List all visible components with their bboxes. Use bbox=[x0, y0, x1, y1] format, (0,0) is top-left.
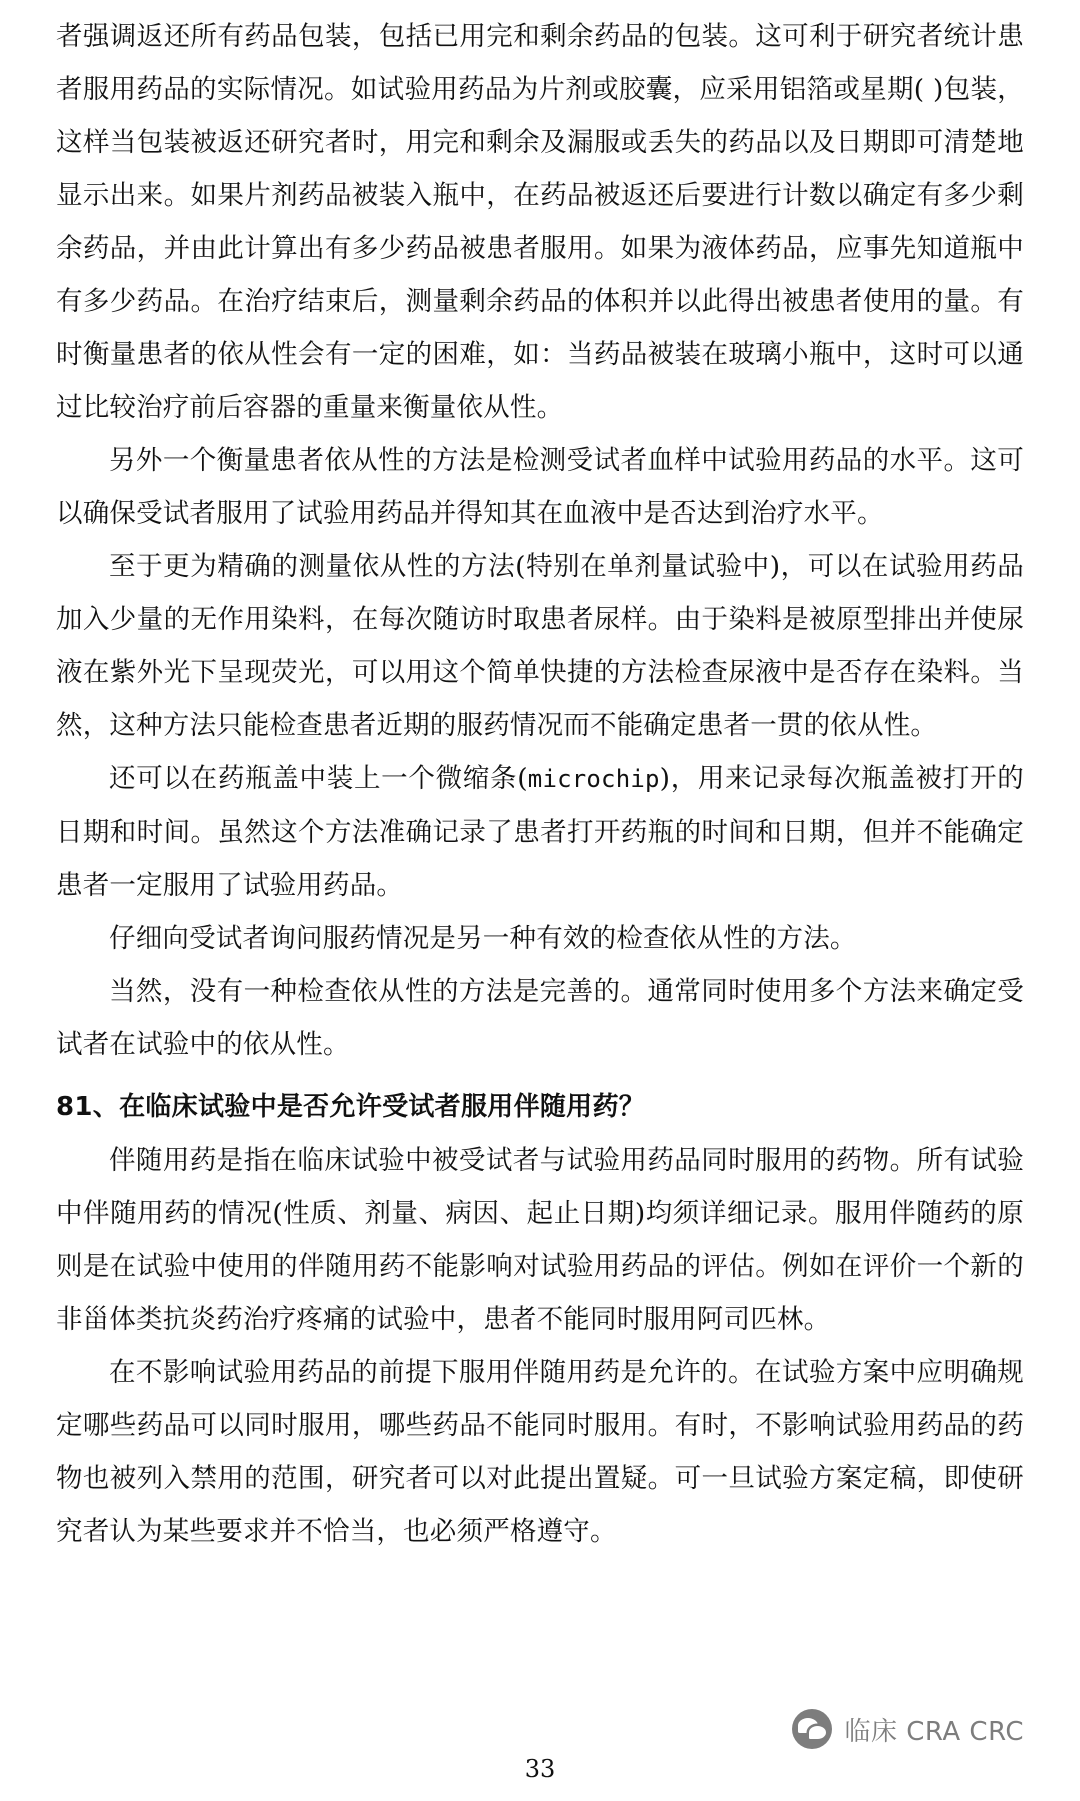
paragraph-continuation: 者强调返还所有药品包装，包括已用完和剩余药品的包装。这可利于研究者统计患者服用药品的实际情况。如试验用药品为片剂或胶囊，应采用铝箔或星期( )包装，这样当包装被返还研究者时，用完和剩余及漏服或丢失的药品以及日期即可清楚地显示出来。如果片剂药品被装入瓶中，在药品被返还后要进行计数以确定有多少剩余药品，并由此计算出有多少药品被患者服用。如果为液体药品，应事先知道瓶中有多少药品。在治疗结束后，测量剩余药品的体积并以此得出被患者使用的量。有时衡量患者的依从性会有一定的困难，如：当药品被装在玻璃小瓶中，这时可以通过比较治疗前后容器的重量来衡量依从性。 bbox=[56, 21, 1024, 423]
paragraph-concomitant-definition: 伴随用药是指在临床试验中被受试者与试验用药品同时服用的药物。所有试验中伴随用药的情况(性质、剂量、病因、起止日期)均须详细记录。服用伴随药的原则是在试验中使用的伴随用药不能影响对试验用药品的评估。例如在评价一个新的非甾体类抗炎药治疗疼痛的试验中，患者不能同时服用阿司匹林。 bbox=[56, 1145, 1024, 1335]
microchip-term: microchip bbox=[527, 765, 660, 793]
paragraph-microchip bbox=[56, 752, 1024, 912]
watermark-label: 临床 CRA CRC bbox=[844, 1716, 1024, 1747]
microchip-text-part-2: )，用来记录每次瓶盖被打开的日期和时间。虽然这个方法准确记录了患者打开药瓶的时间和日期，但并不能确定患者一定服用了试验用药品。 bbox=[56, 763, 1024, 901]
microchip-text-part-1: 还可以在药瓶盖中装上一个微缩条( bbox=[109, 763, 528, 794]
paragraph-dye-method: 至于更为精确的测量依从性的方法(特别在单剂量试验中)，可以在试验用药品加入少量的无作用染料，在每次随访时取患者尿样。由于染料是被原型排出并使尿液在紫外光下呈现荧光，可以用这个简单快捷的方法检查尿液中是否存在染料。当然，这种方法只能检查患者近期的服药情况而不能确定患者一贯的依从性。 bbox=[56, 551, 1024, 741]
paragraph-interview: 仔细向受试者询问服药情况是另一种有效的检查依从性的方法。 bbox=[109, 923, 857, 954]
wechat-icon bbox=[792, 1709, 832, 1749]
paragraph-concomitant-rules: 在不影响试验用药品的前提下服用伴随用药是允许的。在试验方案中应明确规定哪些药品可以同时服用，哪些药品不能同时服用。有时，不影响试验用药品的药物也被列入禁用的范围，研究者可以对此提出置疑。可一旦试验方案定稿，即使研究者认为某些要求并不恰当，也必须严格遵守。 bbox=[56, 1357, 1024, 1547]
paragraph-conclusion: 当然，没有一种检查依从性的方法是完善的。通常同时使用多个方法来确定受试者在试验中的依从性。 bbox=[56, 976, 1024, 1060]
watermark bbox=[792, 1709, 1024, 1749]
page-number: 33 bbox=[524, 1755, 556, 1783]
paragraph-blood-sample: 另外一个衡量患者依从性的方法是检测受试者血样中试验用药品的水平。这可以确保受试者服用了试验用药品并得知其在血液中是否达到治疗水平。 bbox=[56, 445, 1024, 529]
page-body bbox=[56, 10, 1024, 1558]
section-heading-81: 81、在临床试验中是否允许受试者服用伴随用药？ bbox=[56, 1092, 646, 1122]
